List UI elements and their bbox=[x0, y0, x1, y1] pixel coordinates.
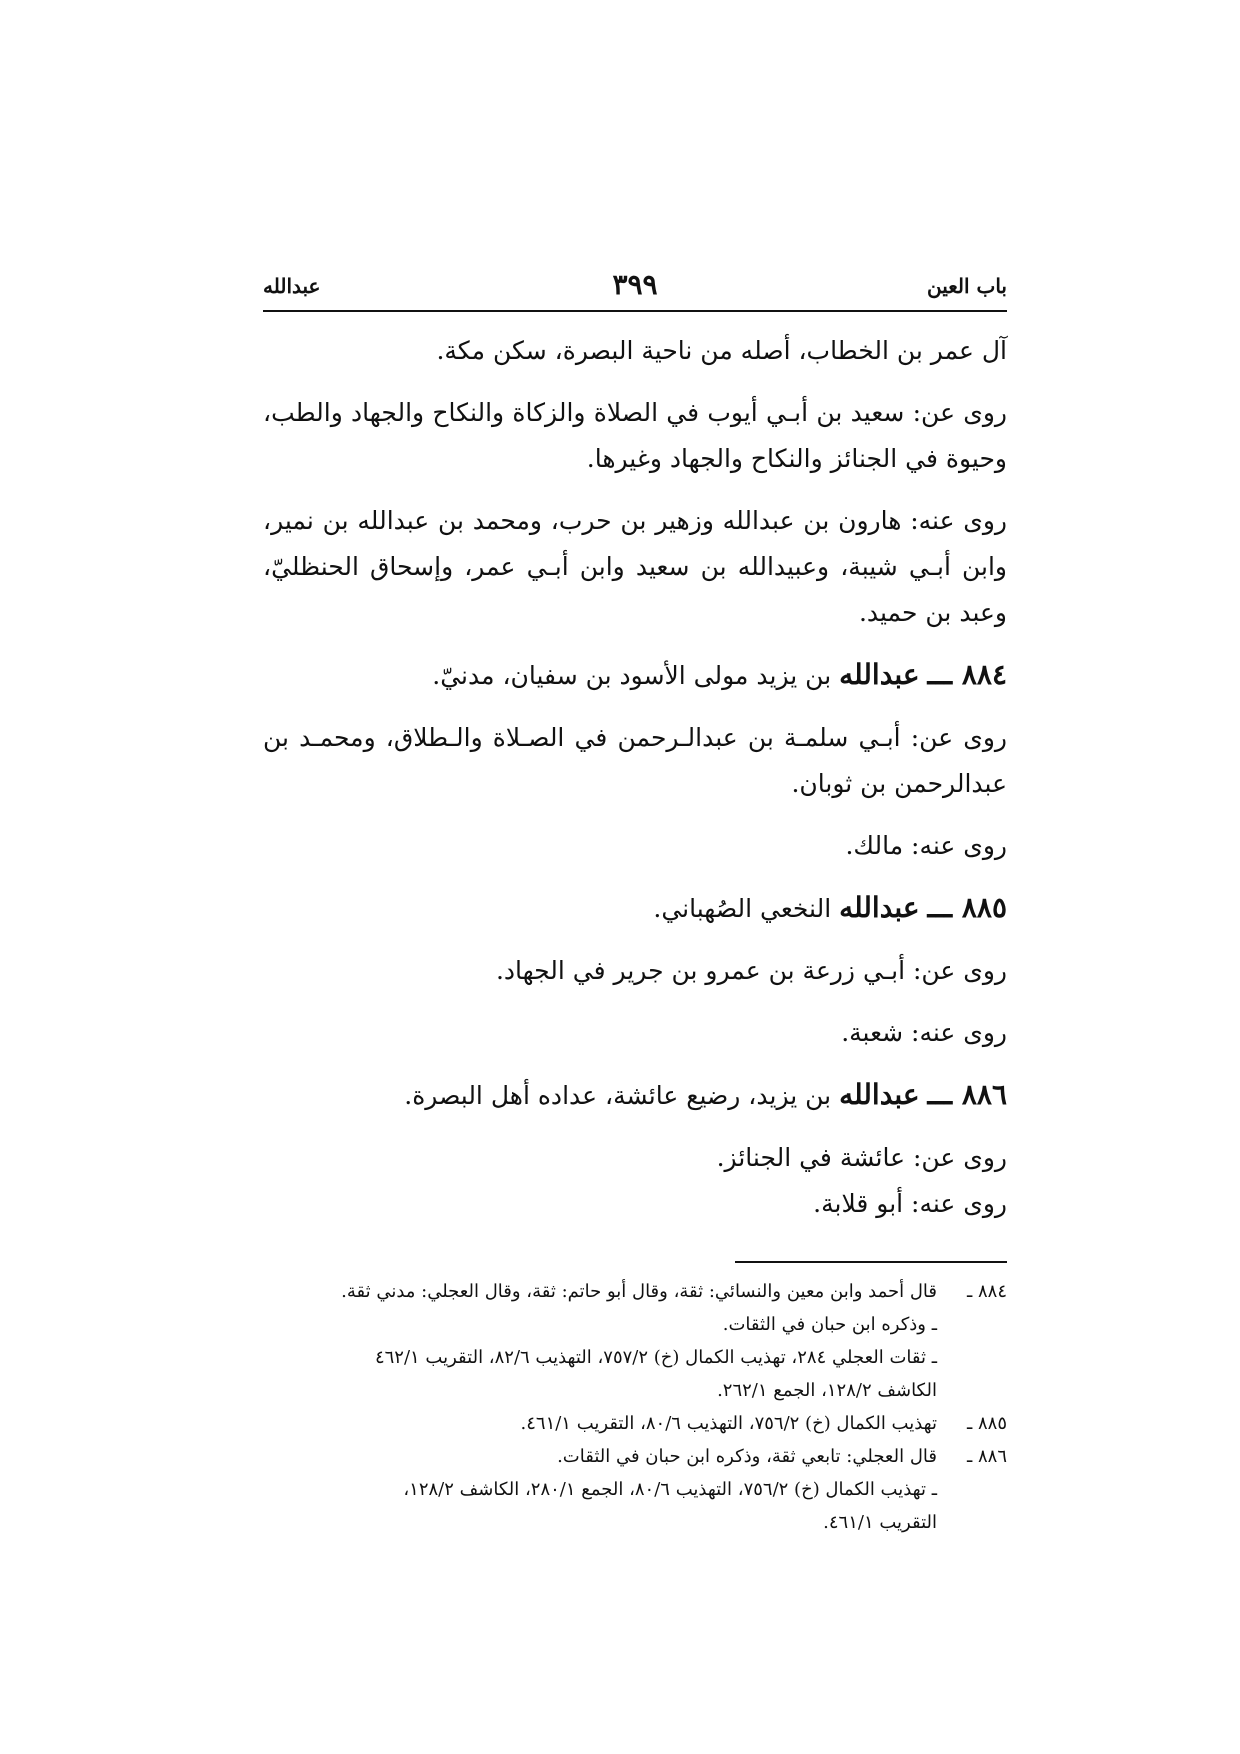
paragraph: روى عنه: أبو قلابة. bbox=[813, 1189, 1007, 1218]
entry-number: ٨٨٤ ـــ bbox=[927, 658, 1007, 691]
paragraph: روى عن: عائشة في الجنائز. bbox=[716, 1143, 1007, 1172]
paragraph: روى عن: أبـي سلمـة بن عبدالـرحمن في الصـلاة والـطلاق، ومحمـد بن عبدالرحمن بن ثوبان. bbox=[263, 723, 1007, 798]
footnote-886 bbox=[263, 1440, 1007, 1473]
footnote-884 bbox=[263, 1275, 1007, 1308]
paragraph: روى عنه: مالك. bbox=[845, 831, 1007, 860]
entry-name: عبدالله bbox=[839, 1078, 920, 1111]
entry-884-heading bbox=[263, 652, 1007, 699]
book-page bbox=[263, 268, 1007, 1539]
entry-886-heading bbox=[263, 1072, 1007, 1119]
entry-text: بن يزيد مولى الأسود بن سفيان، مدنيّ. bbox=[432, 661, 832, 690]
footnote-line: الكاشف ١٢٨/٢، الجمع ٢٦٢/١. bbox=[717, 1380, 937, 1401]
entry-name: عبدالله bbox=[839, 891, 920, 924]
footnote-label: ٨٨٦ ـ bbox=[966, 1446, 1007, 1467]
page-header bbox=[263, 268, 1007, 306]
running-title: عبدالله bbox=[263, 274, 321, 298]
footnote-line: ـ وذكره ابن حبان في الثقات. bbox=[722, 1314, 937, 1335]
footnote-label: ٨٨٤ ـ bbox=[966, 1281, 1007, 1302]
entry-number: ٨٨٦ ـــ bbox=[927, 1078, 1007, 1111]
main-text bbox=[263, 328, 1007, 1227]
footnote-line: ـ تهذيب الكمال (خ) ٧٥٦/٢، التهذيب ٨٠/٦، الجمع ٢٨٠/١، الكاشف ١٢٨/٢، bbox=[403, 1479, 937, 1500]
footnote-rule bbox=[735, 1261, 1007, 1263]
entry-885-heading bbox=[263, 885, 1007, 932]
page-number: ٣٩٩ bbox=[612, 268, 658, 301]
entry-text: بن يزيد، رضيع عائشة، عداده أهل البصرة. bbox=[404, 1081, 832, 1110]
footnote-text: تهذيب الكمال (خ) ٧٥٦/٢، التهذيب ٨٠/٦، التقريب ٤٦١/١. bbox=[520, 1413, 937, 1434]
footnote-label: ٨٨٥ ـ bbox=[966, 1413, 1007, 1434]
footnote-text: قال أحمد وابن معين والنسائي: ثقة، وقال أبو حاتم: ثقة، وقال العجلي: مدني ثقة. bbox=[341, 1281, 937, 1302]
paragraph: روى عن: سعيد بن أبـي أيوب في الصلاة والزكاة والنكاح والجهاد والطب، وحيوة في الجنائز والنكاح والجهاد وغيرها. bbox=[263, 398, 1007, 473]
paragraph: روى عنه: هارون بن عبدالله وزهير بن حرب، ومحمد بن عبدالله بن نمير، وابن أبـي شيبة، وعبيدالله بن سعيد وابن أبـي عمر، وإسحاق الحنظليّ، وعبد بن حميد. bbox=[263, 506, 1007, 627]
paragraph: روى عنه: شعبة. bbox=[841, 1018, 1007, 1047]
entry-number: ٨٨٥ ـــ bbox=[927, 891, 1007, 924]
paragraph: روى عن: أبـي زرعة بن عمرو بن جرير في الجهاد. bbox=[495, 956, 1007, 985]
footnote-line: ـ ثقات العجلي ٢٨٤، تهذيب الكمال (خ) ٧٥٧/٢، التهذيب ٨٢/٦، التقريب ٤٦٢/١ bbox=[374, 1347, 937, 1368]
paragraph: آل عمر بن الخطاب، أصله من ناحية البصرة، سكن مكة. bbox=[436, 336, 1007, 365]
header-rule bbox=[263, 310, 1007, 312]
footnotes bbox=[263, 1275, 1007, 1539]
footnote-text: قال العجلي: تابعي ثقة، وذكره ابن حبان في الثقات. bbox=[557, 1446, 937, 1467]
footnote-885 bbox=[263, 1407, 1007, 1440]
entry-name: عبدالله bbox=[839, 658, 920, 691]
footnote-line: التقريب ٤٦١/١. bbox=[823, 1512, 937, 1533]
entry-text: النخعي الصُهباني. bbox=[653, 894, 832, 923]
section-title: باب العين bbox=[926, 274, 1007, 298]
